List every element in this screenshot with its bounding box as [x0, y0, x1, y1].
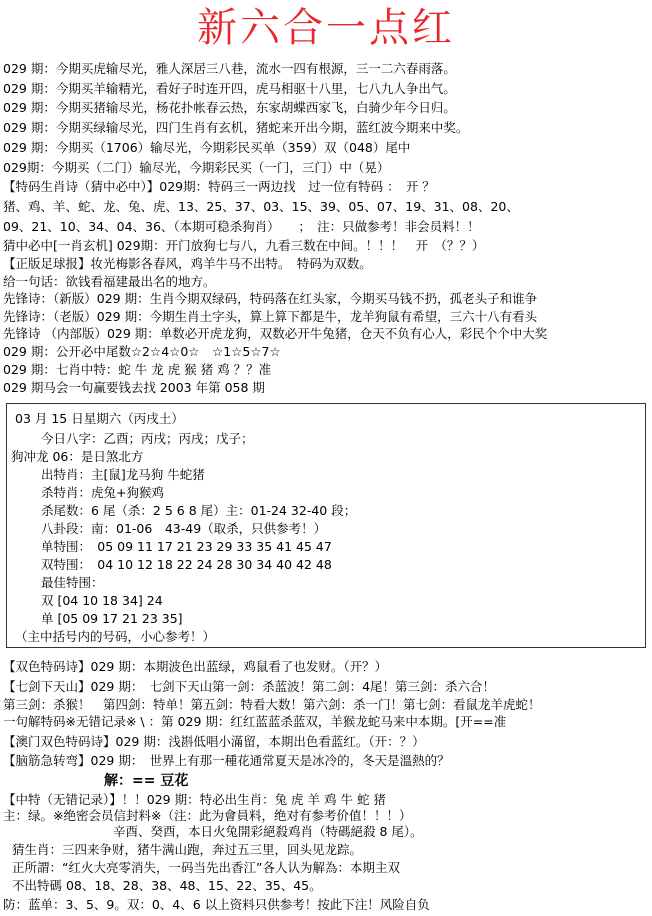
- text-line: 029 期马会一句赢要钱去找 2003 年第 058 期: [3, 380, 265, 395]
- text-line: 辛酉、癸酉，本日火兔開彩絕殺鸡肖（特碼絕殺 8 尾）。: [113, 824, 423, 839]
- text-line: 029 期：今期买猪输尽光，杨花扑帐春云热，东家胡蝶西家飞，白骑少年今日归。: [3, 100, 456, 115]
- text-line: 029期：今期买（二门）输尽光，今期彩民买（一门，三门）中（晃）: [3, 160, 390, 175]
- text-line: 029 期：今期买虎输尽光，雅人深居三八巷，流水一四有根源，三一二六春雨落。: [3, 61, 456, 76]
- text-line: 先锋诗 （内部版）029 期：单数必开虎龙狗，双数必开牛兔猪，仓天不负有心人，彩民个个中大奖: [3, 326, 548, 341]
- box-sha-wei: 杀尾数：6 尾（杀：2 5 6 8 尾）主：01-24 32-40 段；: [41, 503, 357, 518]
- text-line: 【脑筋急转弯】029 期： 世界上有那一種花通常夏天是冰冷的，冬天是溫熱的？: [3, 753, 450, 768]
- box-note: （主中括号内的号码，小心参考！）: [15, 629, 216, 644]
- text-line: 猜生肖：三四来争财，猪牛满山跑，奔过五三里，回头见龙踪。: [12, 842, 363, 857]
- text-line: 029 期：今期买（1706）输尽光，今期彩民买单（359）双（048）尾中: [3, 140, 411, 155]
- text-line: 【特码生肖诗（猜中必中）】029期：特码三一两边找 过一位有特码 ： 开 ？: [3, 179, 435, 194]
- text-line: 先锋诗：（老版）029 期：今期生肖土字头，算上算下都是牛，龙羊狗鼠有希望，三六十八有看头: [3, 309, 538, 324]
- text-line: 给一句话：欲钱看福建最出名的地方。: [3, 274, 216, 289]
- text-line: 029 期：七肖中特：蛇 牛 龙 虎 猴 猪 鸡 ？？准: [3, 362, 272, 377]
- text-line: 【澳门双色特码诗】029 期：浅斟低唱小滿留，本期出色看蓝红。（开：？）: [3, 734, 425, 749]
- text-line: 防：蓝单：3、5、9。双：0、4、6 以上资料只供参考！按此下注！风险自负: [3, 897, 430, 912]
- riddle-answer: 解：== 豆花: [104, 773, 189, 789]
- text-line: 09、21、10、34、04、36、（本期可稳杀狗肖） ； 注：只做参考！非会员料！！: [3, 219, 480, 234]
- box-bagua: 八卦段：南：01-06 43-49（取杀，只供参考！）: [41, 521, 327, 536]
- text-line: 正所謂：“红火大亮零消失，一码当先出香江”各人认为解為：本期主双: [12, 860, 400, 875]
- box-sha-te: 杀特肖：虎兔+狗猴鸡: [41, 485, 164, 500]
- box-chu-te: 出特肖：主[鼠]龙马狗 牛蛇猪: [41, 467, 205, 482]
- text-line: 先锋诗：（新版）029 期：生肖今期双绿码，特码落在红头家，今期买马钱不扔，孤老头子和谁争: [3, 291, 538, 306]
- text-line: 猜中必中[一肖玄机] 029期：开门放狗七与八，九看三数在中间。！！！ 开 （？？）: [3, 238, 485, 253]
- box-bazi: 今日八字：乙酉；丙戌；丙戌；戊子；: [41, 431, 254, 446]
- box-dan-te: 单特围： 05 09 11 17 21 23 29 33 35 41 45 47: [41, 539, 332, 554]
- text-line: 【七剑下天山】029 期： 七剑下天山第一剑：杀蓝波！第二剑：4尾！第三剑：杀六合！: [3, 679, 496, 694]
- text-line: 第三剑：杀猴！ 第四剑：特单！第五剑：特看大数！第六剑：杀一门！第七剑：看鼠龙羊虎蛇！: [3, 697, 541, 712]
- text-line: 【双色特码诗】029 期：本期波色出蓝绿，鸡鼠看了也发财。（开？）: [3, 659, 388, 674]
- box-best-dan: 单 [05 09 17 21 23 35]: [41, 611, 183, 626]
- box-chong: 狗冲龙 06：是日煞北方: [11, 449, 144, 464]
- text-line: 029 期：今期买羊输精光，看好子时连开四，虎马相驱十八里，七八九人争出气。: [3, 81, 456, 96]
- text-line: 029 期：今期买绿输尽光，四门生肖有玄机，猪蛇来开出今期，蓝红波今期来中奖。: [3, 120, 469, 135]
- text-line: 【中特（无错记录）】！！029 期：特必出生肖：兔 虎 羊 鸡 牛 蛇 猪: [3, 792, 386, 807]
- text-line: 猪、鸡、羊、蛇、龙、兔、虎、13、25、37、03、15、39、05、07、19、31、08、20、: [3, 199, 519, 214]
- text-line: 029 期：公开必中尾数☆2☆4☆0☆ ☆1☆5☆7☆: [3, 344, 281, 359]
- text-line: 主：绿。※绝密会员信封料※（注：此为會員料，绝对有参考价值！！！）: [3, 808, 412, 823]
- page-title: 新六合一点红: [197, 5, 455, 51]
- text-line: 【正版足球报】妆光梅影各春风，鸡羊牛马不出特。 特码为双数。: [3, 256, 372, 271]
- box-shuang-te: 双特围： 04 10 12 18 22 24 28 30 34 40 42 48: [41, 557, 332, 572]
- box-date: 03 月 15 日星期六（丙戌土）: [15, 411, 184, 426]
- box-best-label: 最佳特围：: [41, 575, 104, 590]
- text-line: 不出特碼 08、18、28、38、48、15、22、35、45。: [12, 878, 322, 893]
- box-best-shuang: 双 [04 10 18 34] 24: [41, 593, 163, 608]
- text-line: 一句解特码※无错记录※ \ ：第 029 期：红红蓝蓝杀蓝双，羊猴龙蛇马来中本期。[开==准: [3, 714, 507, 729]
- prediction-box: [6, 403, 646, 648]
